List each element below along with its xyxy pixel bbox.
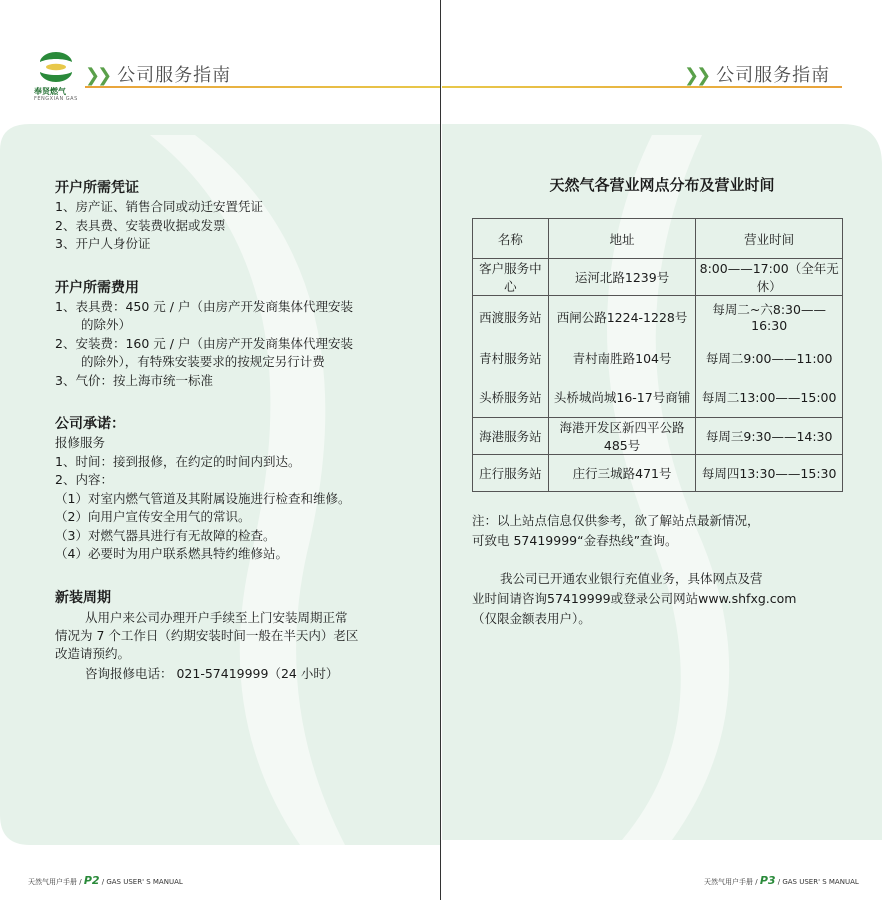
list-item: 的除外） xyxy=(81,317,132,332)
site-address: 青村南胜路104号 xyxy=(548,338,696,378)
table-row xyxy=(473,378,843,418)
list-item: 3、开户人身份证 xyxy=(55,236,151,251)
column-header: 营业时间 xyxy=(696,219,843,259)
spine-divider xyxy=(440,0,441,900)
site-name: 庄行服务站 xyxy=(473,455,549,492)
table-row xyxy=(473,259,843,296)
site-address: 头桥城尚城16-17号商铺 xyxy=(548,378,696,418)
list-item: 报修服务 xyxy=(55,435,106,450)
table-header-row xyxy=(473,219,843,259)
page-title: ❯❯ 公司服务指南 xyxy=(85,65,232,86)
list-item: （1）对室内燃气管道及其附属设施进行检查和维修。 xyxy=(55,490,351,506)
table-title: 天然气各营业网点分布及营业时间 xyxy=(549,176,775,194)
site-hours: 每周四13:30——15:30 xyxy=(696,455,843,492)
site-hours: 8:00——17:00（全年无休） xyxy=(696,259,843,296)
column-header: 名称 xyxy=(473,219,549,259)
site-address: 海港开发区新四平公路485号 xyxy=(548,418,696,455)
sites-table xyxy=(472,218,843,492)
logo-subtext: FENGXIAN GAS xyxy=(34,96,78,102)
list-item: 2、安装费：160 元 / 户（由房产开发商集体代理安装 xyxy=(55,335,353,351)
double-chevron-icon: ❯❯ xyxy=(85,65,110,86)
paragraph-line: 情况为 7 个工作日（约期安装时间一般在半天内）老区 xyxy=(55,627,359,643)
note-text: 注：以上站点信息仅供参考，欲了解站点最新情况， 可致电 57419999“金春热线”查询。 xyxy=(472,513,760,548)
section-title: 开户所需凭证 xyxy=(55,180,139,196)
paragraph-line: 从用户来公司办理开户手续至上门安装周期正常 xyxy=(85,609,348,625)
list-item: （2）向用户宣传安全用气的常识。 xyxy=(55,509,251,524)
site-address: 西闸公路1224-1228号 xyxy=(548,296,696,338)
header-rule xyxy=(85,86,440,88)
left-page xyxy=(0,0,440,900)
site-hours: 每周二~六8:30——16:30 xyxy=(696,296,843,338)
table-row xyxy=(473,338,843,378)
table-row xyxy=(473,296,843,338)
list-item: 2、内容： xyxy=(55,472,113,487)
paragraph-line: 改造请预约。 xyxy=(55,646,131,661)
left-content xyxy=(55,178,425,683)
bank-info: 我公司已开通农业银行充值业务，具体网点及营 业时间请咨询57419999或登录公司网站www.shfxg.com （仅限金额表用户）。 xyxy=(472,571,797,626)
site-name: 客户服务中心 xyxy=(473,259,549,296)
section-title: 开户所需费用 xyxy=(55,279,139,296)
company-logo-icon xyxy=(36,48,76,86)
table-row xyxy=(473,455,843,492)
site-name: 海港服务站 xyxy=(473,418,549,455)
footer-left: 天然气用户手册 / P2 / GAS USER' S MANUAL xyxy=(28,874,183,887)
page-number: P3 xyxy=(759,874,776,887)
list-item: （3）对燃气器具进行有无故障的检查。 xyxy=(55,527,276,543)
site-name: 西渡服务站 xyxy=(473,296,549,338)
column-header: 地址 xyxy=(548,219,696,259)
page-number: P2 xyxy=(83,874,100,887)
site-name: 青村服务站 xyxy=(473,338,549,378)
section-title: 公司承诺： xyxy=(55,416,125,432)
site-hours: 每周二13:00——15:00 xyxy=(696,378,843,418)
footer-right: 天然气用户手册 / P3 / GAS USER' S MANUAL xyxy=(704,874,859,887)
list-item: 2、表具费、安装费收据或发票 xyxy=(55,217,226,233)
list-item: 1、房产证、销售合同或动迁安置凭证 xyxy=(55,199,263,214)
header-rule xyxy=(442,86,842,88)
list-item: （4）必要时为用户联系燃具特约维修站。 xyxy=(55,546,288,561)
list-item: 3、气价：按上海市统一标准 xyxy=(55,372,213,388)
list-item: 1、时间：接到报修，在约定的时间内到达。 xyxy=(55,453,301,469)
site-address: 庄行三城路471号 xyxy=(548,455,696,492)
hotline-text: 咨询报修电话： 021-57419999（24 小时） xyxy=(85,665,339,681)
page-title: ❯❯ 公司服务指南 xyxy=(684,65,831,86)
double-chevron-icon: ❯❯ xyxy=(684,65,709,86)
list-item: 1、表具费：450 元 / 户（由房产开发商集体代理安装 xyxy=(55,298,353,314)
site-hours: 每周二9:00——11:00 xyxy=(696,338,843,378)
site-name: 头桥服务站 xyxy=(473,378,549,418)
section-title: 新装周期 xyxy=(55,589,111,606)
site-address: 运河北路1239号 xyxy=(548,259,696,296)
right-page xyxy=(442,0,882,900)
site-hours: 每周三9:30——14:30 xyxy=(696,418,843,455)
table-row xyxy=(473,418,843,455)
logo-text: 奉贤燃气 xyxy=(34,87,66,96)
list-item: 的除外），有特殊安装要求的按规定另行计费 xyxy=(81,354,325,369)
